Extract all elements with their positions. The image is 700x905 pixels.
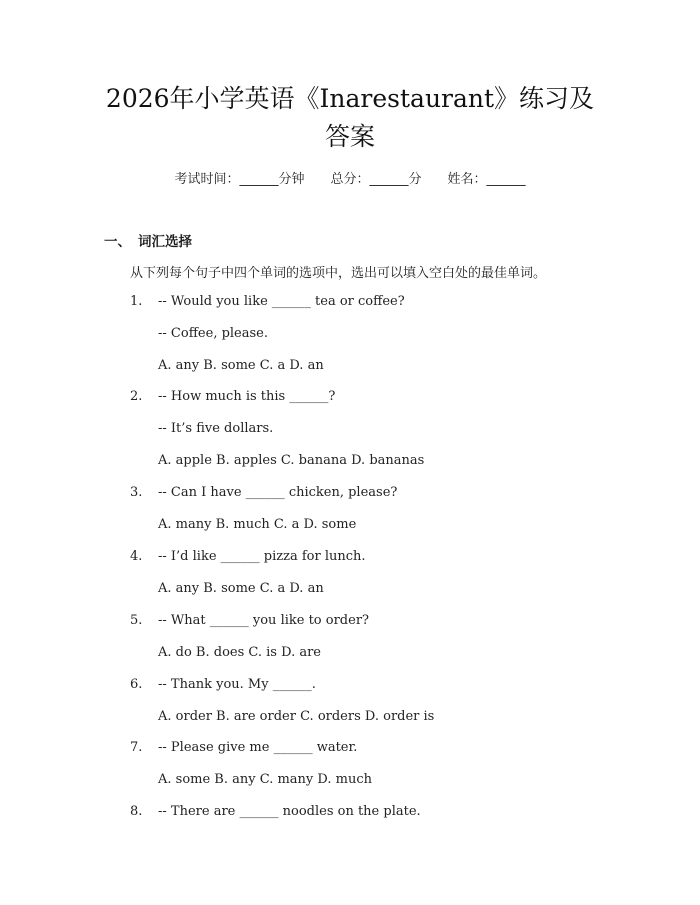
question-number: 1. [130,294,143,309]
question-options: A. do B. does C. is D. are [158,645,321,660]
question-line: -- Please give me ______ water. [158,740,358,755]
question-options: A. some B. any C. many D. much [158,772,372,787]
question-line: -- Would you like ______ tea or coffee? [158,294,405,309]
student-name-label: 姓名：______ [447,172,526,187]
question-options: A. many B. much C. a D. some [158,517,357,532]
question-line: -- What ______ you like to order? [158,613,370,628]
section-title: 词汇选择 [138,234,192,250]
question-options: A. any B. some C. a D. an [158,358,324,373]
question-line: -- It’s five dollars. [158,421,274,436]
total-score-label: 总分：______分 [330,172,422,187]
section-number: 一、 [104,234,131,250]
question-number: 3. [130,485,143,500]
question-line: -- There are ______ noodles on the plate. [158,804,421,819]
exam-meta [0,168,700,187]
title-line-1: 2026年小学英语《Inarestaurant》练习及 [105,84,595,113]
title-line-2: 答案 [324,122,375,151]
question-number: 7. [130,740,143,755]
question-line: -- I’d like ______ pizza for lunch. [158,549,366,564]
section-instruction: 从下列每个句子中四个单词的选项中，选出可以填入空白处的最佳单词。 [130,266,547,281]
document-title [60,80,640,156]
question-number: 6. [130,677,143,692]
question-number: 8. [130,804,143,819]
question-line: -- Coffee, please. [158,326,268,341]
exam-time-label: 考试时间：______分钟 [174,172,305,187]
question-number: 5. [130,613,143,628]
question-number: 2. [130,389,143,404]
question-options: A. any B. some C. a D. an [158,581,324,596]
question-line: -- How much is this ______? [158,389,336,404]
section-heading [104,230,192,250]
question-line: -- Can I have ______ chicken, please? [158,485,398,500]
question-options: A. order B. are order C. orders D. order is [158,709,435,724]
question-number: 4. [130,549,143,564]
question-options: A. apple B. apples C. banana D. bananas [158,453,425,468]
question-line: -- Thank you. My ______. [158,677,316,692]
